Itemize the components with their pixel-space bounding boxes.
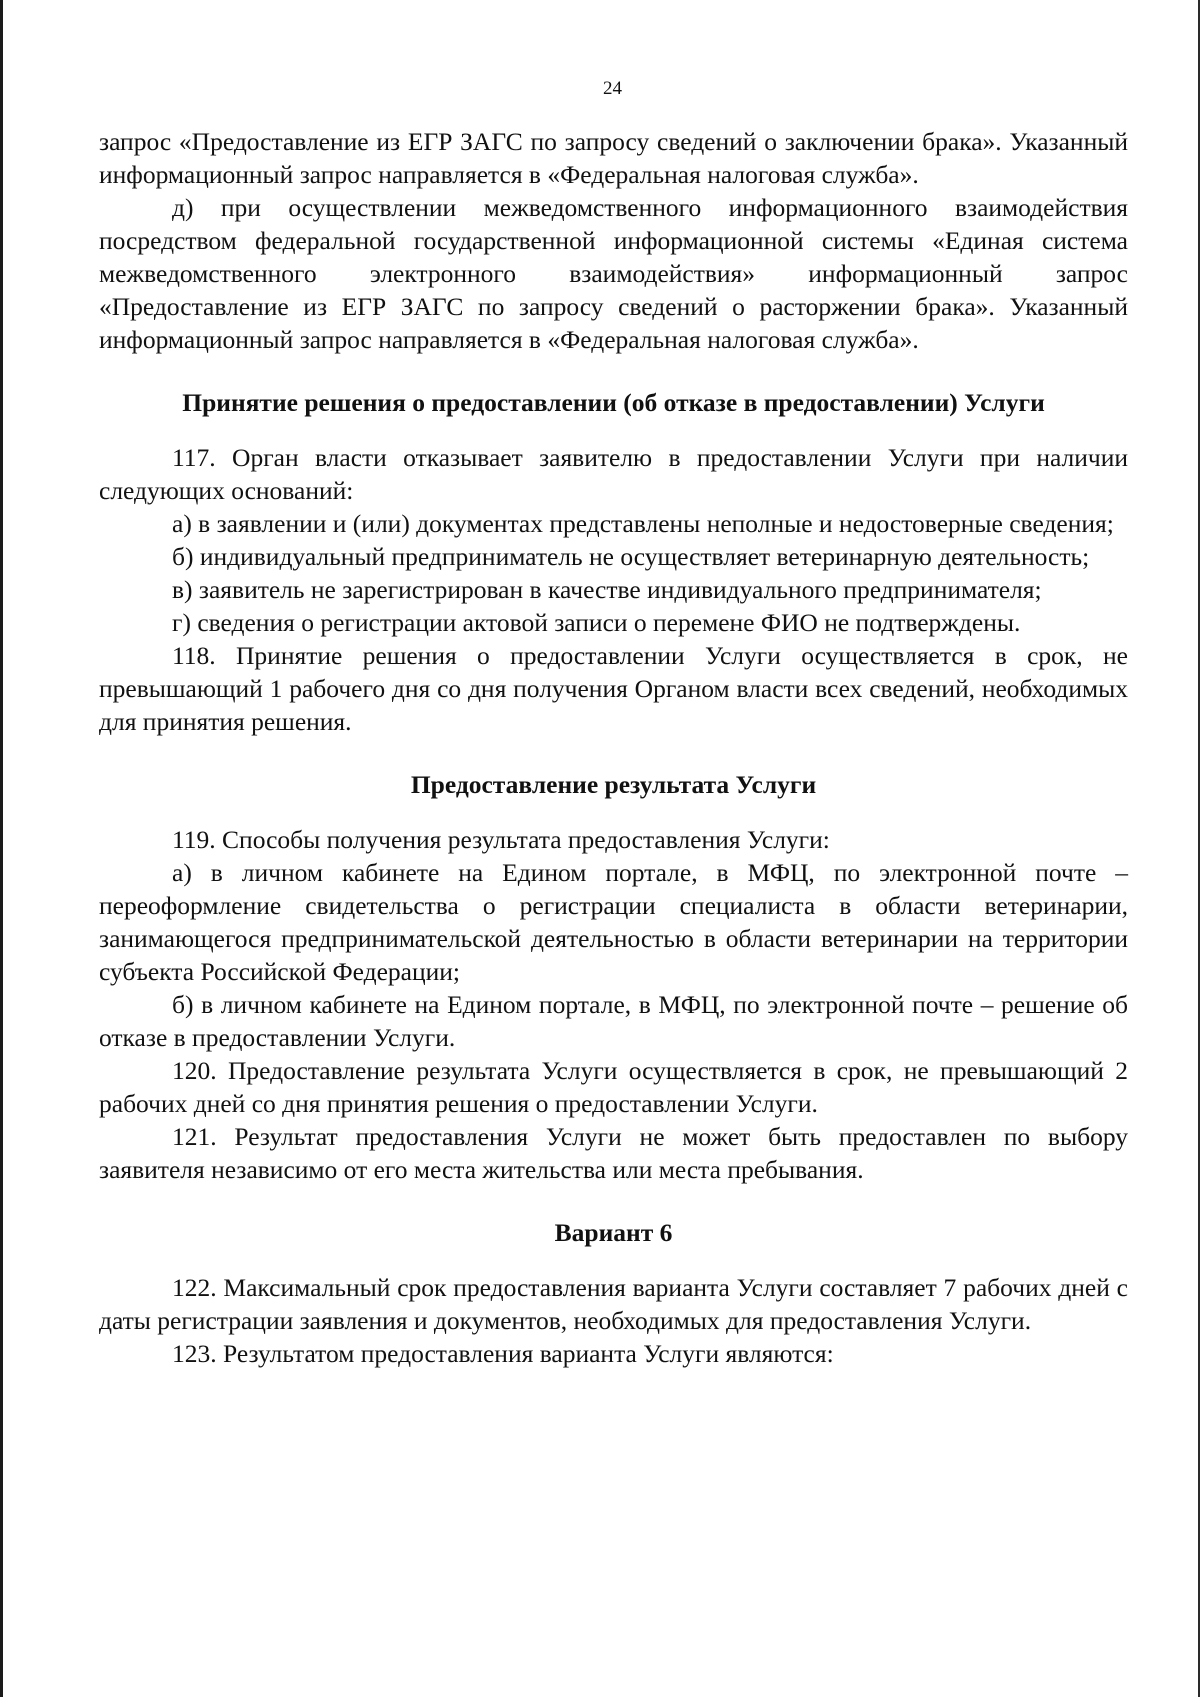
list-item: в) заявитель не зарегистрирован в качестве индивидуального предпринимателя; — [172, 575, 1042, 604]
paragraph: 118. Принятие решения о предоставлении Услуги осуществляется в срок, не превышающий 1 рабочего дня со дня получения Органом власти всех сведений, необходимых для принятия решения. — [99, 641, 1128, 736]
list-item: б) в личном кабинете на Едином портале, в МФЦ, по электронной почте – решение об отказе в предоставлении Услуги. — [99, 990, 1128, 1052]
list-item: а) в заявлении и (или) документах представлены неполные и недостоверные сведения; — [172, 509, 1114, 538]
paragraph: 119. Способы получения результата предоставления Услуги: — [172, 825, 830, 854]
list-item: а) в личном кабинете на Едином портале, в МФЦ, по электронной почте – переоформление свидетельства о регистрации специалиста в области ветеринарии, занимающегося предпринимательской деятельностью в области ветеринарии на территории субъекта Российской Федерации; — [99, 858, 1128, 986]
section-heading: Вариант 6 — [554, 1218, 673, 1247]
scan-edge-left — [0, 0, 3, 1697]
section-heading: Предоставление результата Услуги — [410, 770, 817, 799]
paragraph: 117. Орган власти отказывает заявителю в предоставлении Услуги при наличии следующих оснований: — [99, 443, 1128, 505]
paragraph: 123. Результатом предоставления варианта Услуги являются: — [172, 1339, 834, 1368]
list-item: г) сведения о регистрации актовой записи о перемене ФИО не подтверждены. — [172, 608, 1021, 637]
paragraph: 122. Максимальный срок предоставления варианта Услуги составляет 7 рабочих дней с даты регистрации заявления и документов, необходимых для предоставления Услуги. — [99, 1273, 1128, 1335]
paragraph: 120. Предоставление результата Услуги осуществляется в срок, не превышающий 2 рабочих дней со дня принятия решения о предоставлении Услуги. — [99, 1056, 1128, 1118]
document-body — [99, 125, 1128, 1370]
paragraph: запрос «Предоставление из ЕГР ЗАГС по запросу сведений о заключении брака». Указанный информационный запрос направляется в «Федеральная налоговая служба». — [99, 127, 1128, 189]
paragraph: д) при осуществлении межведомственного информационного взаимодействия посредством федеральной государственной информационной системы «Единая система межведомственного электронного взаимодействия» информационный запрос «Предоставление из ЕГР ЗАГС по запросу сведений о расторжении брака». Указанный информационный запрос направляется в «Федеральная налоговая служба». — [99, 193, 1128, 354]
section-heading: Принятие решения о предоставлении (об отказе в предоставлении) Услуги — [182, 388, 1045, 417]
page-number: 24 — [603, 78, 622, 99]
paragraph: 121. Результат предоставления Услуги не может быть предоставлен по выбору заявителя независимо от его места жительства или места пребывания. — [99, 1122, 1128, 1184]
list-item: б) индивидуальный предприниматель не осуществляет ветеринарную деятельность; — [172, 542, 1090, 571]
